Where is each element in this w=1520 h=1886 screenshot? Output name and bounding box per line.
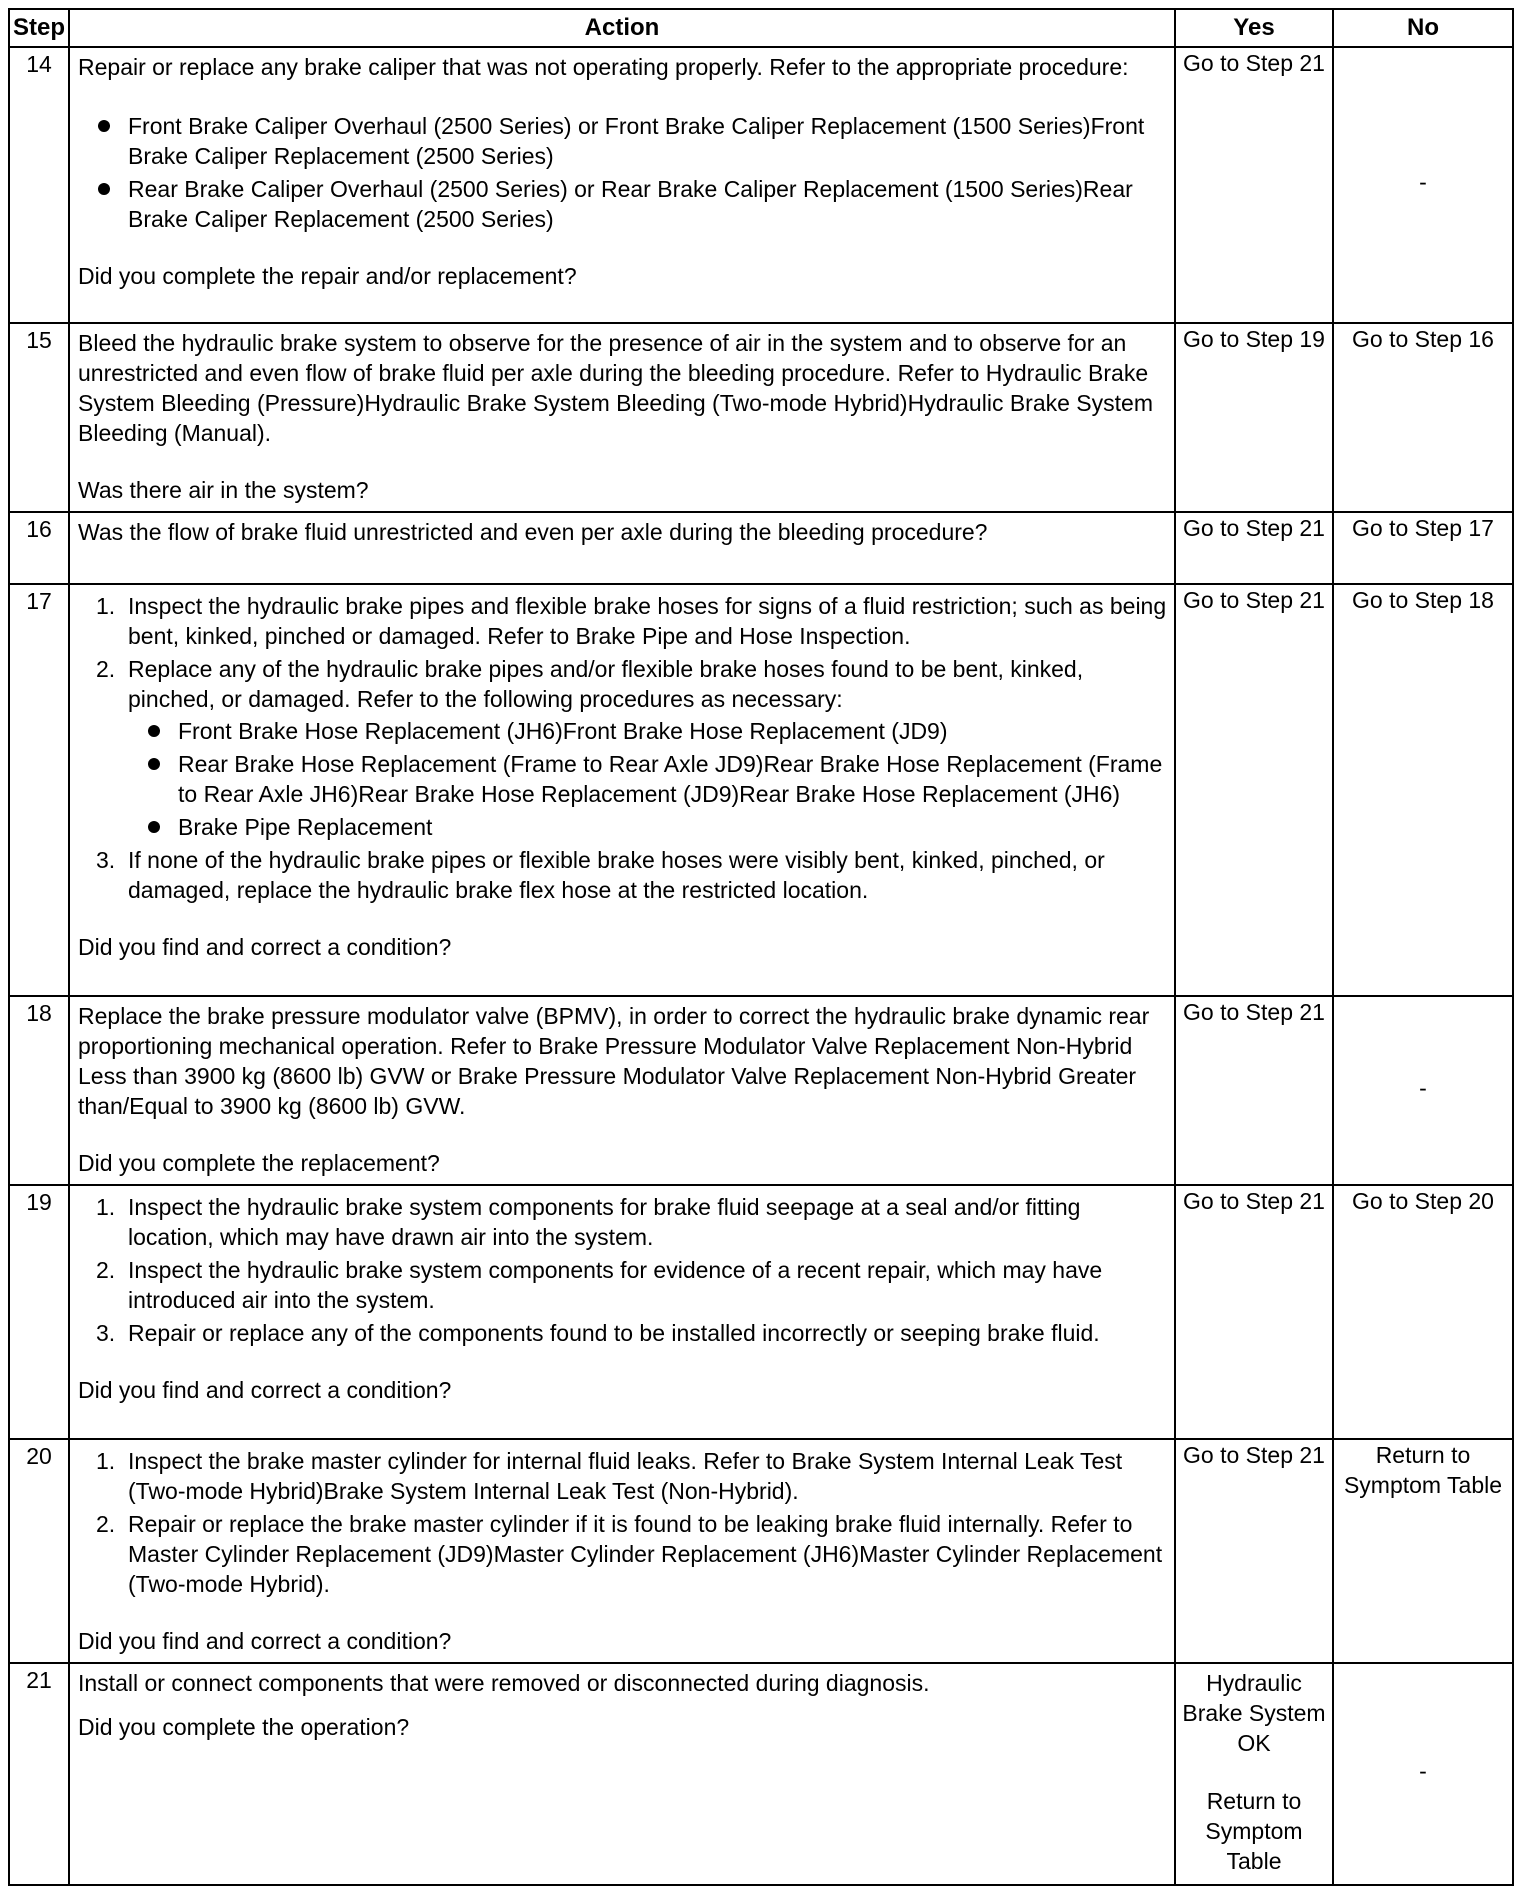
item-number: 2. — [96, 1511, 116, 1537]
bullet-item: Rear Brake Hose Replacement (Frame to Rear Axle JD9)Rear Brake Hose Replacement (Frame to Rear Axle JH6)Rear Brake Hose Replacement (JD9)Rear Brake Hose Replacement (JH6) — [146, 749, 1168, 809]
step-number: 14 — [9, 47, 69, 323]
no-cell: - — [1333, 1663, 1513, 1885]
yes-cell: Go to Step 21 — [1175, 1439, 1333, 1663]
header-yes: Yes — [1175, 9, 1333, 47]
numbered-list — [96, 591, 1168, 905]
list-item — [96, 1446, 1168, 1506]
item-text: Inspect the hydraulic brake system components for brake fluid seepage at a seal and/or fitting location, which may have drawn air into the system. — [128, 1194, 1081, 1250]
no-cell: - — [1333, 996, 1513, 1185]
list-item — [96, 1318, 1168, 1348]
diagnostic-table — [8, 8, 1514, 1886]
table-row — [9, 1663, 1513, 1885]
list-item — [96, 1509, 1168, 1599]
header-row — [9, 9, 1513, 47]
table-row — [9, 323, 1513, 512]
action-cell — [69, 1663, 1175, 1885]
step-number: 19 — [9, 1185, 69, 1439]
action-cell — [69, 996, 1175, 1185]
yes-outcome-return: Return to Symptom Table — [1205, 1788, 1303, 1874]
table-row — [9, 1439, 1513, 1663]
action-intro: Install or connect components that were removed or disconnected during diagnosis. — [78, 1670, 930, 1696]
action-cell — [69, 1185, 1175, 1439]
table-row — [9, 47, 1513, 323]
item-number: 1. — [96, 593, 116, 619]
list-item — [96, 1192, 1168, 1252]
bullet-item: Brake Pipe Replacement — [146, 812, 1168, 842]
item-number: 3. — [96, 847, 116, 873]
table-row — [9, 584, 1513, 996]
step-number: 17 — [9, 584, 69, 996]
step-number: 18 — [9, 996, 69, 1185]
item-number: 3. — [96, 1320, 116, 1346]
header-no: No — [1333, 9, 1513, 47]
list-item — [96, 1255, 1168, 1315]
header-step: Step — [9, 9, 69, 47]
yes-outcome-ok: Hydraulic Brake System OK — [1182, 1670, 1326, 1756]
table-row — [9, 996, 1513, 1185]
item-number: 2. — [96, 1257, 116, 1283]
yes-cell: Go to Step 21 — [1175, 1185, 1333, 1439]
bullet-item: Rear Brake Caliper Overhaul (2500 Series) or Rear Brake Caliper Replacement (1500 Series)Rear Brake Caliper Replacement (2500 Series) — [96, 174, 1168, 234]
step-number: 16 — [9, 512, 69, 584]
yes-cell: Go to Step 21 — [1175, 584, 1333, 996]
yes-cell — [1175, 1663, 1333, 1885]
table-row — [9, 1185, 1513, 1439]
no-cell: Go to Step 16 — [1333, 323, 1513, 512]
list-item — [96, 845, 1168, 905]
item-text: Repair or replace any of the components found to be installed incorrectly or seeping brake fluid. — [128, 1320, 1100, 1346]
yes-cell: Go to Step 21 — [1175, 47, 1333, 323]
action-intro: Bleed the hydraulic brake system to observe for the presence of air in the system and to observe for an unrestricted and even flow of brake fluid per axle during the bleeding procedure. Refer to Hydraulic Brake System Bleeding (Pressure)Hydraulic Brake System Bleeding (Two-mode Hybrid)Hydraulic Brake System Bleeding (Manual). — [78, 330, 1153, 446]
step-number: 21 — [9, 1663, 69, 1885]
yes-cell: Go to Step 19 — [1175, 323, 1333, 512]
item-text: If none of the hydraulic brake pipes or flexible brake hoses were visibly bent, kinked, pinched, or damaged, replace the hydraulic brake flex hose at the restricted location. — [128, 847, 1105, 903]
action-cell — [69, 512, 1175, 584]
action-question: Did you complete the repair and/or replacement? — [78, 263, 577, 289]
action-question: Did you find and correct a condition? — [78, 934, 452, 960]
bullet-item: Front Brake Caliper Overhaul (2500 Series) or Front Brake Caliper Replacement (1500 Series)Front Brake Caliper Replacement (2500 Series) — [96, 111, 1168, 171]
list-item — [96, 591, 1168, 651]
yes-cell: Go to Step 21 — [1175, 512, 1333, 584]
action-intro: Replace the brake pressure modulator valve (BPMV), in order to correct the hydraulic brake dynamic rear proportioning mechanical operation. Refer to Brake Pressure Modulator Valve Replacement Non-Hybrid Less than 3900 kg (8600 lb) GVW or Brake Pressure Modulator Valve Replacement Non-Hybrid Greater than/Equal to 3900 kg (8600 lb) GVW. — [78, 1003, 1150, 1119]
no-cell: - — [1333, 47, 1513, 323]
no-cell: Go to Step 17 — [1333, 512, 1513, 584]
action-cell — [69, 47, 1175, 323]
action-question: Was the flow of brake fluid unrestricted and even per axle during the bleeding procedure? — [78, 519, 988, 545]
no-cell: Go to Step 18 — [1333, 584, 1513, 996]
table-row — [9, 512, 1513, 584]
action-cell — [69, 323, 1175, 512]
action-question: Did you find and correct a condition? — [78, 1377, 452, 1403]
bullet-item: Front Brake Hose Replacement (JH6)Front Brake Hose Replacement (JD9) — [146, 716, 1168, 746]
item-number: 1. — [96, 1448, 116, 1474]
yes-cell: Go to Step 21 — [1175, 996, 1333, 1185]
item-text: Inspect the brake master cylinder for internal fluid leaks. Refer to Brake System Internal Leak Test (Two-mode Hybrid)Brake System Internal Leak Test (Non-Hybrid). — [128, 1448, 1123, 1504]
item-text: Inspect the hydraulic brake pipes and flexible brake hoses for signs of a fluid restriction; such as being bent, kinked, pinched or damaged. Refer to Brake Pipe and Hose Inspection. — [128, 593, 1167, 649]
numbered-list — [96, 1192, 1168, 1348]
item-text: Replace any of the hydraulic brake pipes and/or flexible brake hoses found to be bent, kinked, pinched, or damaged. Refer to the following procedures as necessary: — [128, 656, 1084, 712]
no-cell: Return to Symptom Table — [1333, 1439, 1513, 1663]
action-cell — [69, 584, 1175, 996]
step-number: 20 — [9, 1439, 69, 1663]
no-cell: Go to Step 20 — [1333, 1185, 1513, 1439]
item-text: Inspect the hydraulic brake system components for evidence of a recent repair, which may have introduced air into the system. — [128, 1257, 1103, 1313]
item-number: 2. — [96, 656, 116, 682]
action-intro: Repair or replace any brake caliper that was not operating properly. Refer to the appropriate procedure: — [78, 54, 1129, 80]
list-item — [96, 654, 1168, 842]
header-action: Action — [69, 9, 1175, 47]
step-number: 15 — [9, 323, 69, 512]
action-question: Was there air in the system? — [78, 477, 369, 503]
action-question: Did you find and correct a condition? — [78, 1628, 452, 1654]
bullet-list — [96, 111, 1168, 234]
numbered-list — [96, 1446, 1168, 1599]
bullet-list — [146, 716, 1168, 842]
action-question: Did you complete the replacement? — [78, 1150, 440, 1176]
item-text: Repair or replace the brake master cylinder if it is found to be leaking brake fluid internally. Refer to Master Cylinder Replacement (JD9)Master Cylinder Replacement (JH6)Master Cylinder Replacement (Two-mode Hybrid). — [128, 1511, 1163, 1597]
item-number: 1. — [96, 1194, 116, 1220]
action-cell — [69, 1439, 1175, 1663]
action-question: Did you complete the operation? — [78, 1714, 410, 1740]
